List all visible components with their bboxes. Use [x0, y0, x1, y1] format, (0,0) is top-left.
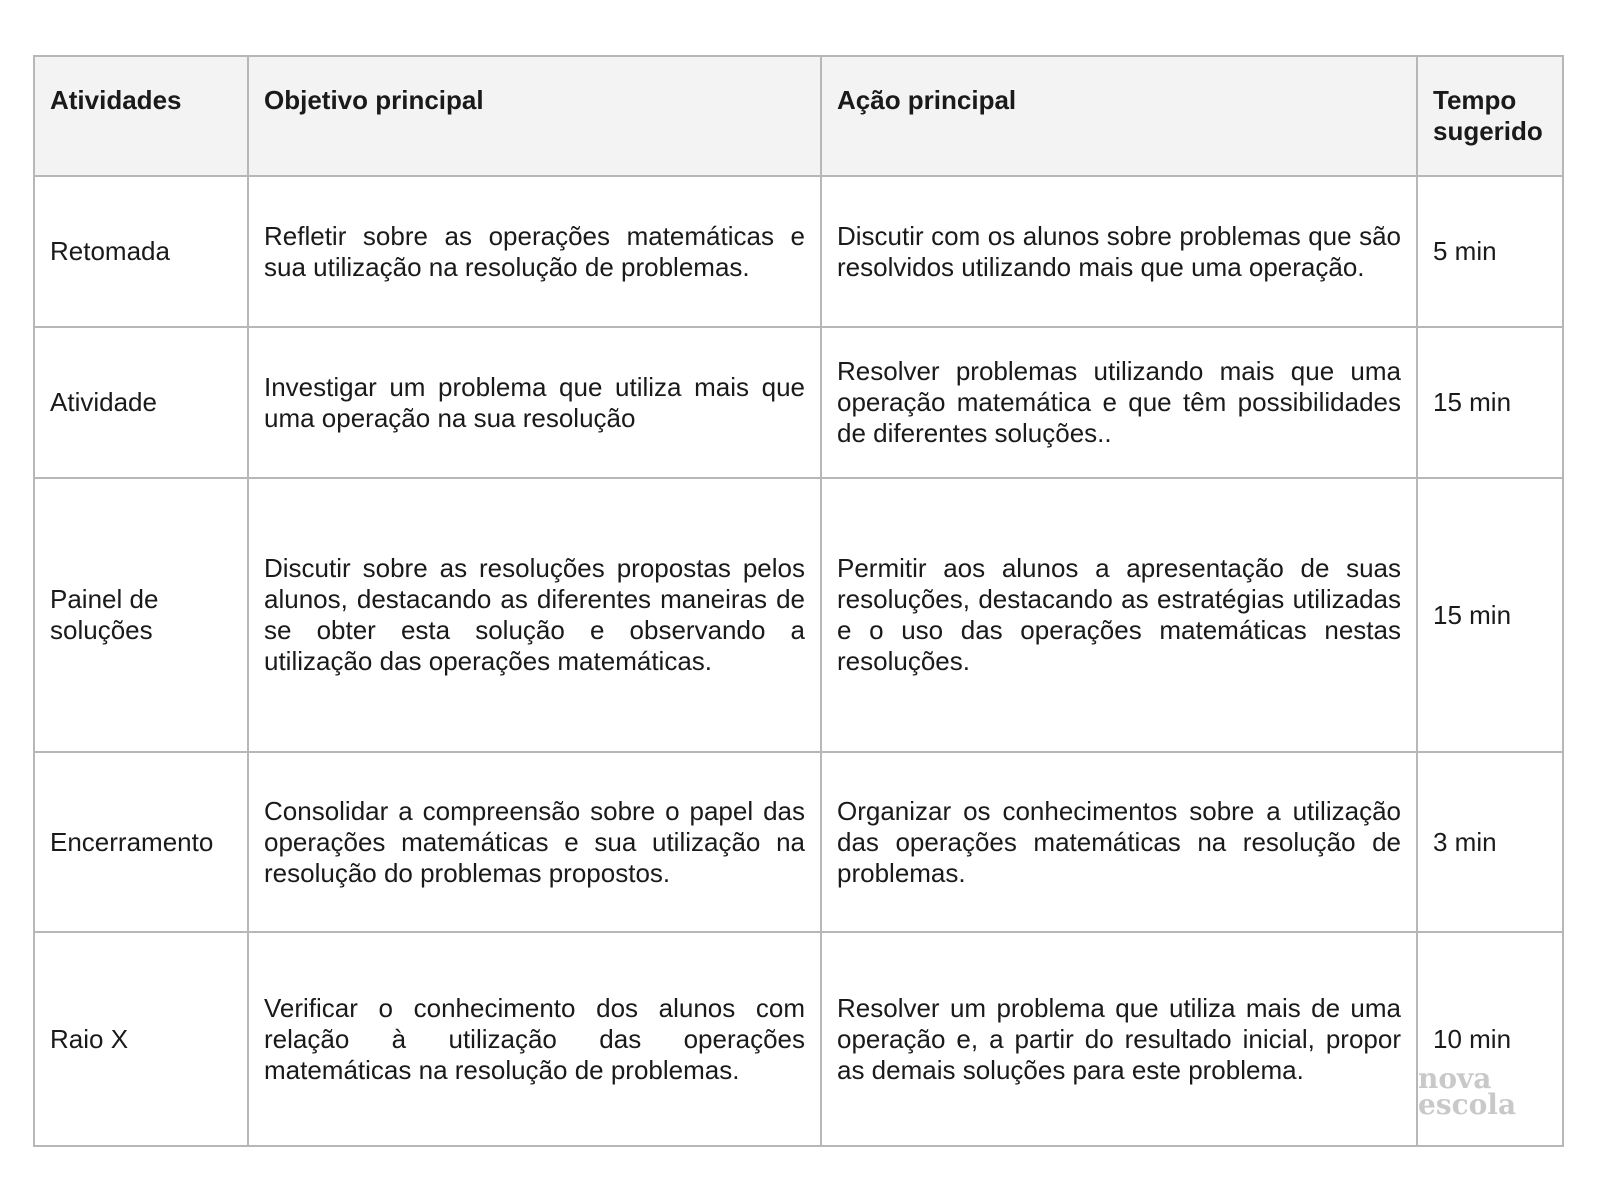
cell-objetivo: Consolidar a compreensão sobre o papel das operações matemáticas e sua utilização na resolução do problemas propostos.: [248, 752, 821, 932]
cell-acao: Permitir aos alunos a apresentação de suas resoluções, destacando as estratégias utilizadas e o uso das operações matemáticas nestas resoluções.: [821, 478, 1417, 752]
cell-atividade: Atividade: [34, 327, 248, 478]
cell-tempo: 15 min: [1417, 478, 1563, 752]
cell-atividade: Retomada: [34, 176, 248, 327]
cell-objetivo: Refletir sobre as operações matemáticas e sua utilização na resolução de problemas.: [248, 176, 821, 327]
cell-tempo: 15 min: [1417, 327, 1563, 478]
header-acao-principal: Ação principal: [821, 56, 1417, 176]
table-row: [34, 327, 1563, 478]
cell-tempo: 10 min: [1417, 932, 1563, 1146]
cell-acao: Organizar os conhecimentos sobre a utilização das operações matemáticas na resolução de problemas.: [821, 752, 1417, 932]
cell-tempo: 5 min: [1417, 176, 1563, 327]
lesson-plan-table: [33, 55, 1564, 1147]
cell-tempo: 3 min: [1417, 752, 1563, 932]
table-row: [34, 932, 1563, 1146]
cell-atividade: Encerramento: [34, 752, 248, 932]
watermark-line-2: escola: [1418, 1088, 1517, 1121]
cell-objetivo: Verificar o conhecimento dos alunos com relação à utilização das operações matemáticas na resolução de problemas.: [248, 932, 821, 1146]
watermark-line-1: nova: [1418, 1062, 1492, 1095]
table-body: [34, 176, 1563, 1146]
cell-objetivo: Investigar um problema que utiliza mais que uma operação na sua resolução: [248, 327, 821, 478]
cell-objetivo: Discutir sobre as resoluções propostas pelos alunos, destacando as diferentes maneiras de se obter esta solução e observando a utilização das operações matemáticas.: [248, 478, 821, 752]
table-row: [34, 176, 1563, 327]
cell-acao: Resolver um problema que utiliza mais de uma operação e, a partir do resultado inicial, propor as demais soluções para este problema.: [821, 932, 1417, 1146]
table-row: [34, 478, 1563, 752]
cell-acao: Discutir com os alunos sobre problemas que são resolvidos utilizando mais que uma operação.: [821, 176, 1417, 327]
cell-acao: Resolver problemas utilizando mais que uma operação matemática e que têm possibilidades de diferentes soluções..: [821, 327, 1417, 478]
nova-escola-watermark-logo: [1418, 1062, 1517, 1121]
header-tempo-sugerido: Tempo sugerido: [1417, 56, 1563, 176]
header-atividades: Atividades: [34, 56, 248, 176]
table-row: [34, 752, 1563, 932]
header-objetivo-principal: Objetivo principal: [248, 56, 821, 176]
header-row: [34, 56, 1563, 176]
table-header: [34, 56, 1563, 176]
cell-atividade: Painel de soluções: [34, 478, 248, 752]
cell-atividade: Raio X: [34, 932, 248, 1146]
